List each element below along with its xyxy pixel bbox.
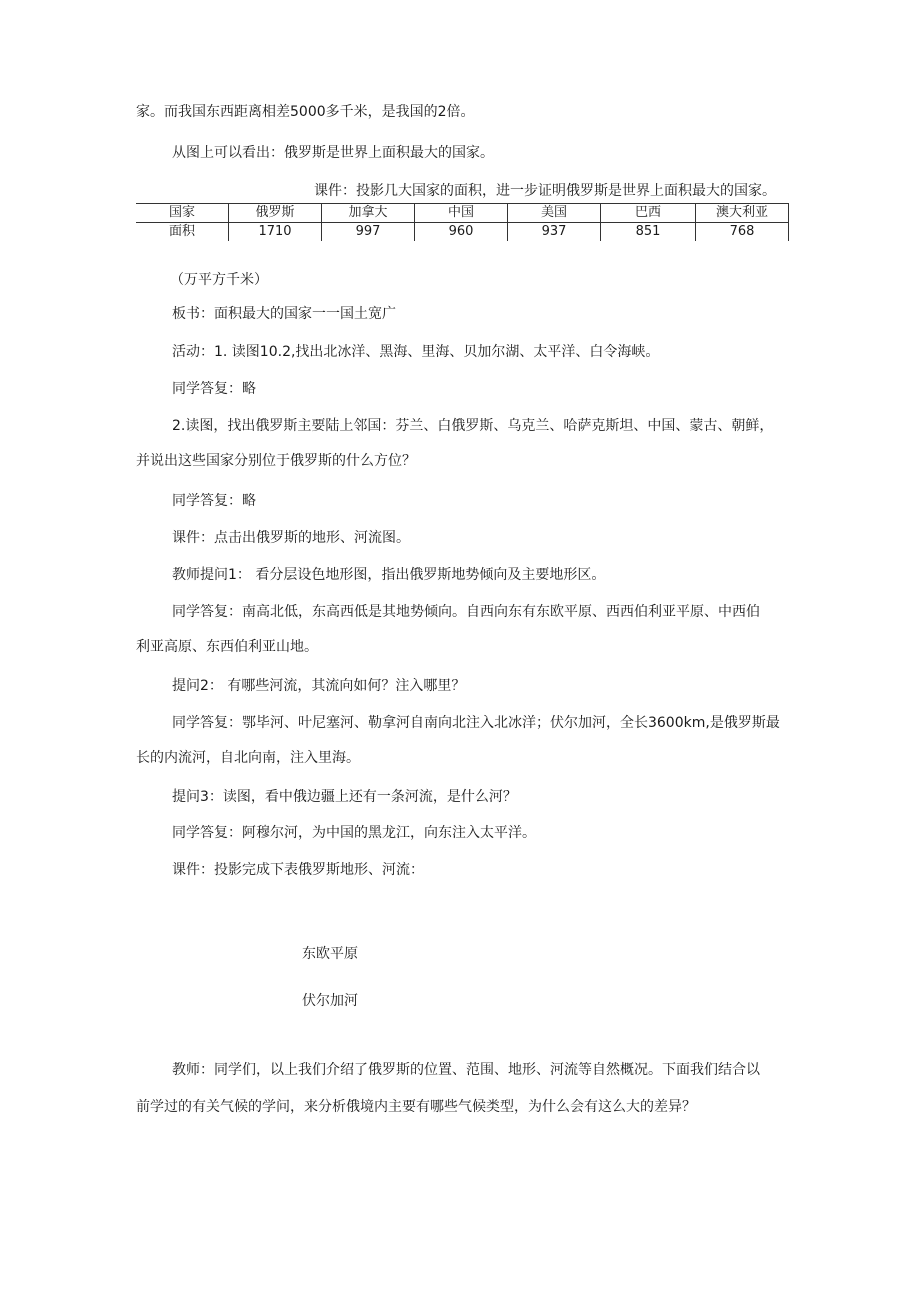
table-cell: 851 <box>601 223 696 242</box>
table-cell: 997 <box>322 223 415 242</box>
text-line: 同学答复：略 <box>172 381 256 397</box>
table-header-row <box>136 204 789 223</box>
text-line: 东欧平原 <box>302 946 358 962</box>
text-line: 板书：面积最大的国家一一国土宽广 <box>172 306 396 322</box>
area-table <box>136 203 789 241</box>
text-line: 家。而我国东西距离相差5000多千米，是我国的2倍。 <box>136 104 475 120</box>
text-line: 同学答复：南高北低，东高西低是其地势倾向。自西向东有东欧平原、西西伯利亚平原、中西伯 <box>172 604 760 620</box>
table-cell: 960 <box>415 223 508 242</box>
text-line: 同学答复：略 <box>172 493 256 509</box>
text-line: 伏尔加河 <box>302 993 358 1009</box>
text-line: 活动：1. 读图10.2,找出北冰洋、黑海、里海、贝加尔湖、太平洋、白令海峡。 <box>172 344 660 360</box>
text-line: 同学答复：阿穆尔河，为中国的黑龙江，向东注入太平洋。 <box>172 825 536 841</box>
table-cell: 937 <box>508 223 601 242</box>
text-line: 提问3：读图，看中俄边疆上还有一条河流，是什么河？ <box>172 789 517 805</box>
text-line: 教师提问1： 看分层设色地形图，指出俄罗斯地势倾向及主要地形区。 <box>172 567 606 583</box>
text-line: 课件：投影完成下表俄罗斯地形、河流： <box>172 862 424 878</box>
table-cell: 巴西 <box>601 204 696 223</box>
table-cell: 1710 <box>229 223 322 242</box>
table-cell: 国家 <box>136 204 229 223</box>
table-cell: 中国 <box>415 204 508 223</box>
table-cell: 澳大利亚 <box>696 204 789 223</box>
text-line: 利亚高原、东西伯利亚山地。 <box>136 639 318 655</box>
table-cell: 面积 <box>136 223 229 242</box>
text-line: 长的内流河，自北向南，注入里海。 <box>136 750 360 766</box>
table-cell: 美国 <box>508 204 601 223</box>
text-line: 2.读图，找出俄罗斯主要陆上邻国：芬兰、白俄罗斯、乌克兰、哈萨克斯坦、中国、蒙古、朝鲜， <box>172 418 774 434</box>
text-line: 前学过的有关气候的学问，来分析俄境内主要有哪些气候类型，为什么会有这么大的差异？ <box>136 1099 696 1115</box>
text-line: 并说出这些国家分别位于俄罗斯的什么方位？ <box>136 453 416 469</box>
text-line: 从图上可以看出：俄罗斯是世界上面积最大的国家。 <box>172 145 494 161</box>
text-line: 课件：点击出俄罗斯的地形、河流图。 <box>172 530 410 546</box>
text-line: 同学答复：鄂毕河、叶尼塞河、勒拿河自南向北注入北冰洋；伏尔加河，全长3600km,是俄罗斯最 <box>172 715 780 731</box>
table-cell: 768 <box>696 223 789 242</box>
unit-label: （万平方千米） <box>170 272 268 288</box>
table-cell: 加拿大 <box>322 204 415 223</box>
table-cell: 俄罗斯 <box>229 204 322 223</box>
text-line: 提问2： 有哪些河流，其流向如何？注入哪里？ <box>172 678 466 694</box>
text-line: 教师：同学们，以上我们介绍了俄罗斯的位置、范围、地形、河流等自然概况。下面我们结合以 <box>172 1062 760 1078</box>
table-row <box>136 223 789 242</box>
text-line: 课件：投影几大国家的面积，进一步证明俄罗斯是世界上面积最大的国家。 <box>314 183 776 199</box>
